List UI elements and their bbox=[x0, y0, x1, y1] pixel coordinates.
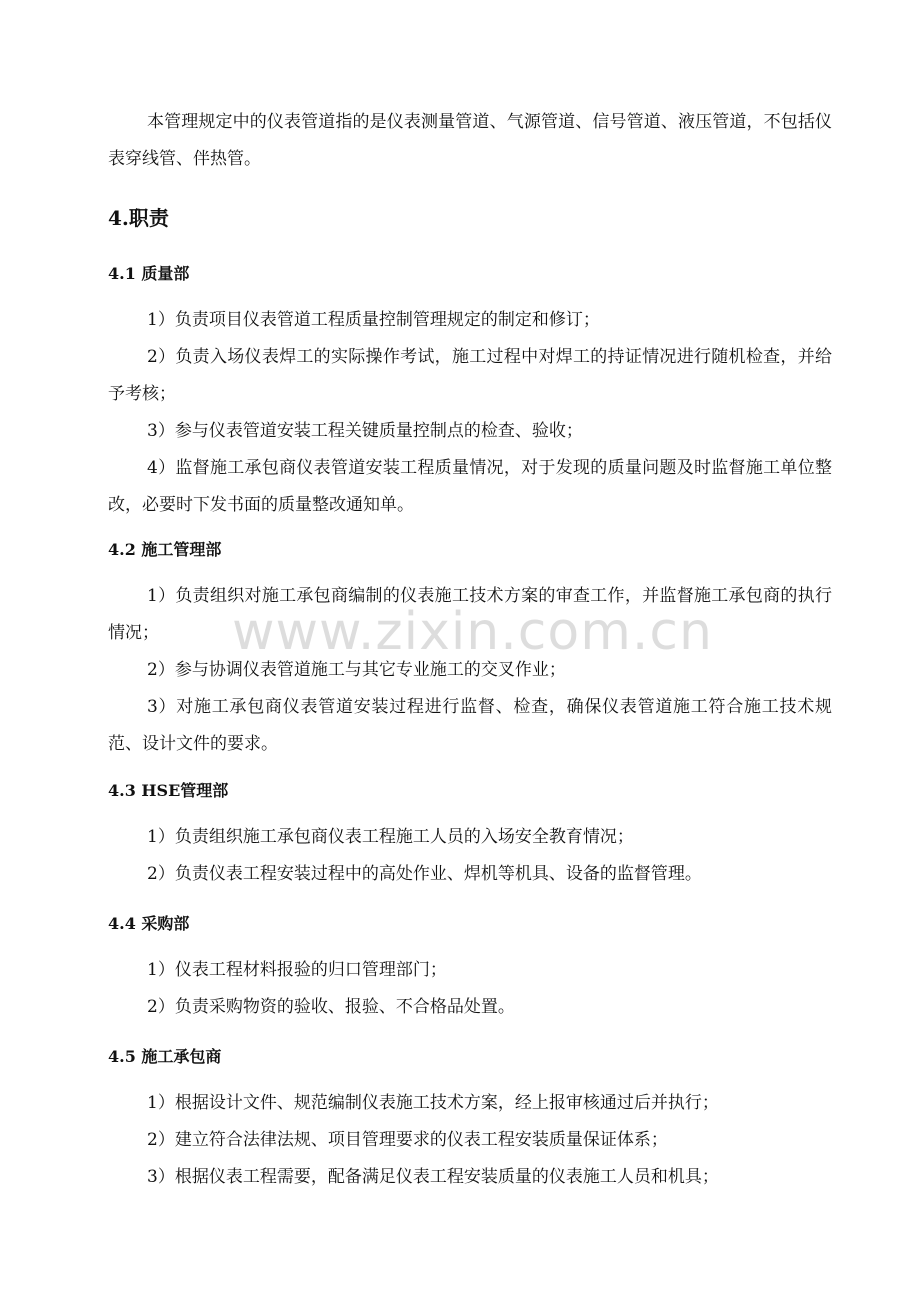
contractor-item-2: 2）建立符合法律法规、项目管理要求的仪表工程安装质量保证体系； bbox=[147, 1130, 668, 1150]
hse-item-1: 1）负责组织施工承包商仪表工程施工人员的入场安全教育情况； bbox=[147, 827, 634, 847]
subsection-heading-quality: 4.1 质量部 bbox=[108, 264, 190, 283]
watermark: www.zixin.com.cn bbox=[232, 602, 713, 662]
quality-item-1: 1）负责项目仪表管道工程质量控制管理规定的制定和修订； bbox=[147, 310, 600, 330]
subsection-heading-hse: 4.3 HSE管理部 bbox=[108, 781, 229, 800]
quality-item-3: 3）参与仪表管道安装工程关键质量控制点的检查、验收； bbox=[147, 421, 583, 441]
construction-item-3: 3）对施工承包商仪表管道安装过程进行监督、检查，确保仪表管道施工符合施工技术规范、设计文件的要求。 bbox=[108, 697, 832, 754]
quality-item-2: 2）负责入场仪表焊工的实际操作考试，施工过程中对焊工的持证情况进行随机检查，并给予考核； bbox=[108, 347, 832, 404]
contractor-item-1: 1）根据设计文件、规范编制仪表施工技术方案，经上报审核通过后并执行； bbox=[147, 1093, 719, 1113]
construction-item-1: 1）负责组织对施工承包商编制的仪表施工技术方案的审查工作，并监督施工承包商的执行情况； bbox=[108, 586, 832, 643]
hse-item-2: 2）负责仪表工程安装过程中的高处作业、焊机等机具、设备的监督管理。 bbox=[147, 864, 702, 884]
quality-item-4: 4）监督施工承包商仪表管道安装工程质量情况，对于发现的质量问题及时监督施工单位整改，必要时下发书面的质量整改通知单。 bbox=[108, 458, 832, 515]
intro-paragraph: 本管理规定中的仪表管道指的是仪表测量管道、气源管道、信号管道、液压管道，不包括仪表穿线管、伴热管。 bbox=[108, 112, 832, 169]
subsection-heading-contractor: 4.5 施工承包商 bbox=[108, 1047, 222, 1066]
section-heading: 4.职责 bbox=[108, 206, 169, 230]
construction-item-2: 2）参与协调仪表管道施工与其它专业施工的交叉作业； bbox=[147, 660, 566, 680]
procurement-item-2: 2）负责采购物资的验收、报验、不合格品处置。 bbox=[147, 997, 515, 1017]
subsection-heading-construction: 4.2 施工管理部 bbox=[108, 540, 222, 559]
procurement-item-1: 1）仪表工程材料报验的归口管理部门； bbox=[147, 960, 447, 980]
contractor-item-3: 3）根据仪表工程需要，配备满足仪表工程安装质量的仪表施工人员和机具； bbox=[147, 1167, 719, 1187]
subsection-heading-procurement: 4.4 采购部 bbox=[108, 914, 190, 933]
